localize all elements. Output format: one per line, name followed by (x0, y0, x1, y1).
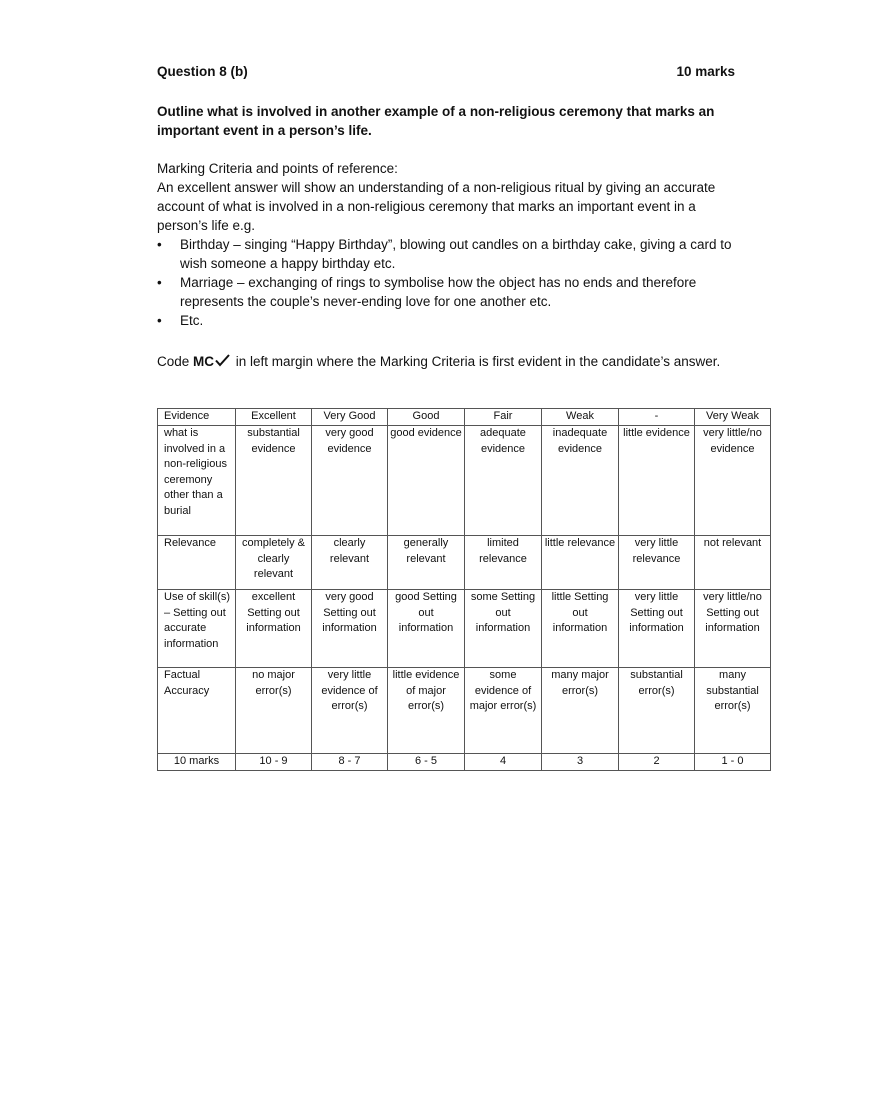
table-cell: substantial evidence (236, 426, 312, 536)
table-cell: some evidence of major error(s) (465, 668, 542, 754)
table-cell: little evidence of major error(s) (388, 668, 465, 754)
marks-row (158, 754, 771, 771)
table-cell: not relevant (695, 536, 771, 590)
table-cell: little Setting out information (542, 590, 619, 668)
mc-code: MC (193, 354, 215, 369)
table-cell: very good evidence (312, 426, 388, 536)
question-prompt: Outline what is involved in another example of a non-religious ceremony that marks an important event in a person’s life. (157, 104, 715, 138)
table-cell: many substantial error(s) (695, 668, 771, 754)
table-cell: very little evidence of error(s) (312, 668, 388, 754)
code-instruction (157, 352, 737, 372)
table-cell: 3 (542, 754, 619, 771)
table-cell: many major error(s) (542, 668, 619, 754)
code-suffix: in left margin where the Marking Criteria is first evident in the candidate’s answer. (232, 354, 721, 369)
table-cell: Factual Accuracy (158, 668, 236, 754)
bullet: • (157, 237, 162, 252)
list-item-text: Birthday – singing “Happy Birthday”, blowing out candles on a birthday cake, giving a card to wish someone a happy birthday etc. (180, 237, 732, 271)
table-row (158, 536, 771, 590)
table-cell: inadequate evidence (542, 426, 619, 536)
table-cell: very little Setting out information (619, 590, 695, 668)
list-item-text: Etc. (180, 313, 204, 328)
table-cell: limited relevance (465, 536, 542, 590)
table-cell: Good (388, 409, 465, 426)
list-item-text: Marriage – exchanging of rings to symbolise how the object has no ends and therefore represents the couple’s never-ending love for one another etc. (180, 275, 697, 309)
bullet: • (157, 275, 162, 290)
table-cell: Use of skill(s) – Setting out accurate information (158, 590, 236, 668)
table-cell: good evidence (388, 426, 465, 536)
criteria-examples-list (157, 235, 737, 330)
table-row (158, 426, 771, 536)
criteria-intro: An excellent answer will show an understanding of a non-religious ritual by giving an accurate account of what is involved in a non-religious ceremony that marks an important event in a person’s life e.g. (157, 180, 716, 233)
table-cell: very little/no evidence (695, 426, 771, 536)
table-cell: Very Good (312, 409, 388, 426)
table-cell: - (619, 409, 695, 426)
table-cell: 2 (619, 754, 695, 771)
marking-criteria (157, 159, 737, 330)
table-cell: 10 marks (158, 754, 236, 771)
question-number: Question 8 (b) (157, 64, 248, 79)
table-cell: little relevance (542, 536, 619, 590)
table-cell: 4 (465, 754, 542, 771)
table-cell: substantial error(s) (619, 668, 695, 754)
table-cell: Excellent (236, 409, 312, 426)
rubric-table (157, 408, 771, 771)
table-cell: clearly relevant (312, 536, 388, 590)
code-prefix: Code (157, 354, 194, 369)
table-row (158, 590, 771, 668)
question-marks: 10 marks (676, 64, 735, 79)
question-header (157, 64, 737, 84)
table-cell: adequate evidence (465, 426, 542, 536)
bullet: • (157, 313, 162, 328)
table-cell: very good Setting out information (312, 590, 388, 668)
table-cell: 10 - 9 (236, 754, 312, 771)
table-cell: Fair (465, 409, 542, 426)
table-cell: some Setting out information (465, 590, 542, 668)
table-cell: Relevance (158, 536, 236, 590)
list-item (157, 311, 737, 330)
table-cell: 6 - 5 (388, 754, 465, 771)
table-row (158, 668, 771, 754)
checkmark-icon (215, 353, 230, 372)
list-item (157, 273, 737, 311)
table-cell: excellent Setting out information (236, 590, 312, 668)
table-cell: no major error(s) (236, 668, 312, 754)
table-cell: little evidence (619, 426, 695, 536)
table-row (158, 409, 771, 426)
table-cell: very little/no Setting out information (695, 590, 771, 668)
criteria-heading: Marking Criteria and points of reference: (157, 161, 398, 176)
table-cell: 1 - 0 (695, 754, 771, 771)
table-cell: Evidence (158, 409, 236, 426)
table-cell: 8 - 7 (312, 754, 388, 771)
table-cell: good Setting out information (388, 590, 465, 668)
table-cell: very little relevance (619, 536, 695, 590)
table-cell: Very Weak (695, 409, 771, 426)
table-cell: generally relevant (388, 536, 465, 590)
table-cell: completely & clearly relevant (236, 536, 312, 590)
table-cell: what is involved in a non-religious ceremony other than a burial (158, 426, 236, 536)
table-cell: Weak (542, 409, 619, 426)
list-item (157, 235, 737, 273)
